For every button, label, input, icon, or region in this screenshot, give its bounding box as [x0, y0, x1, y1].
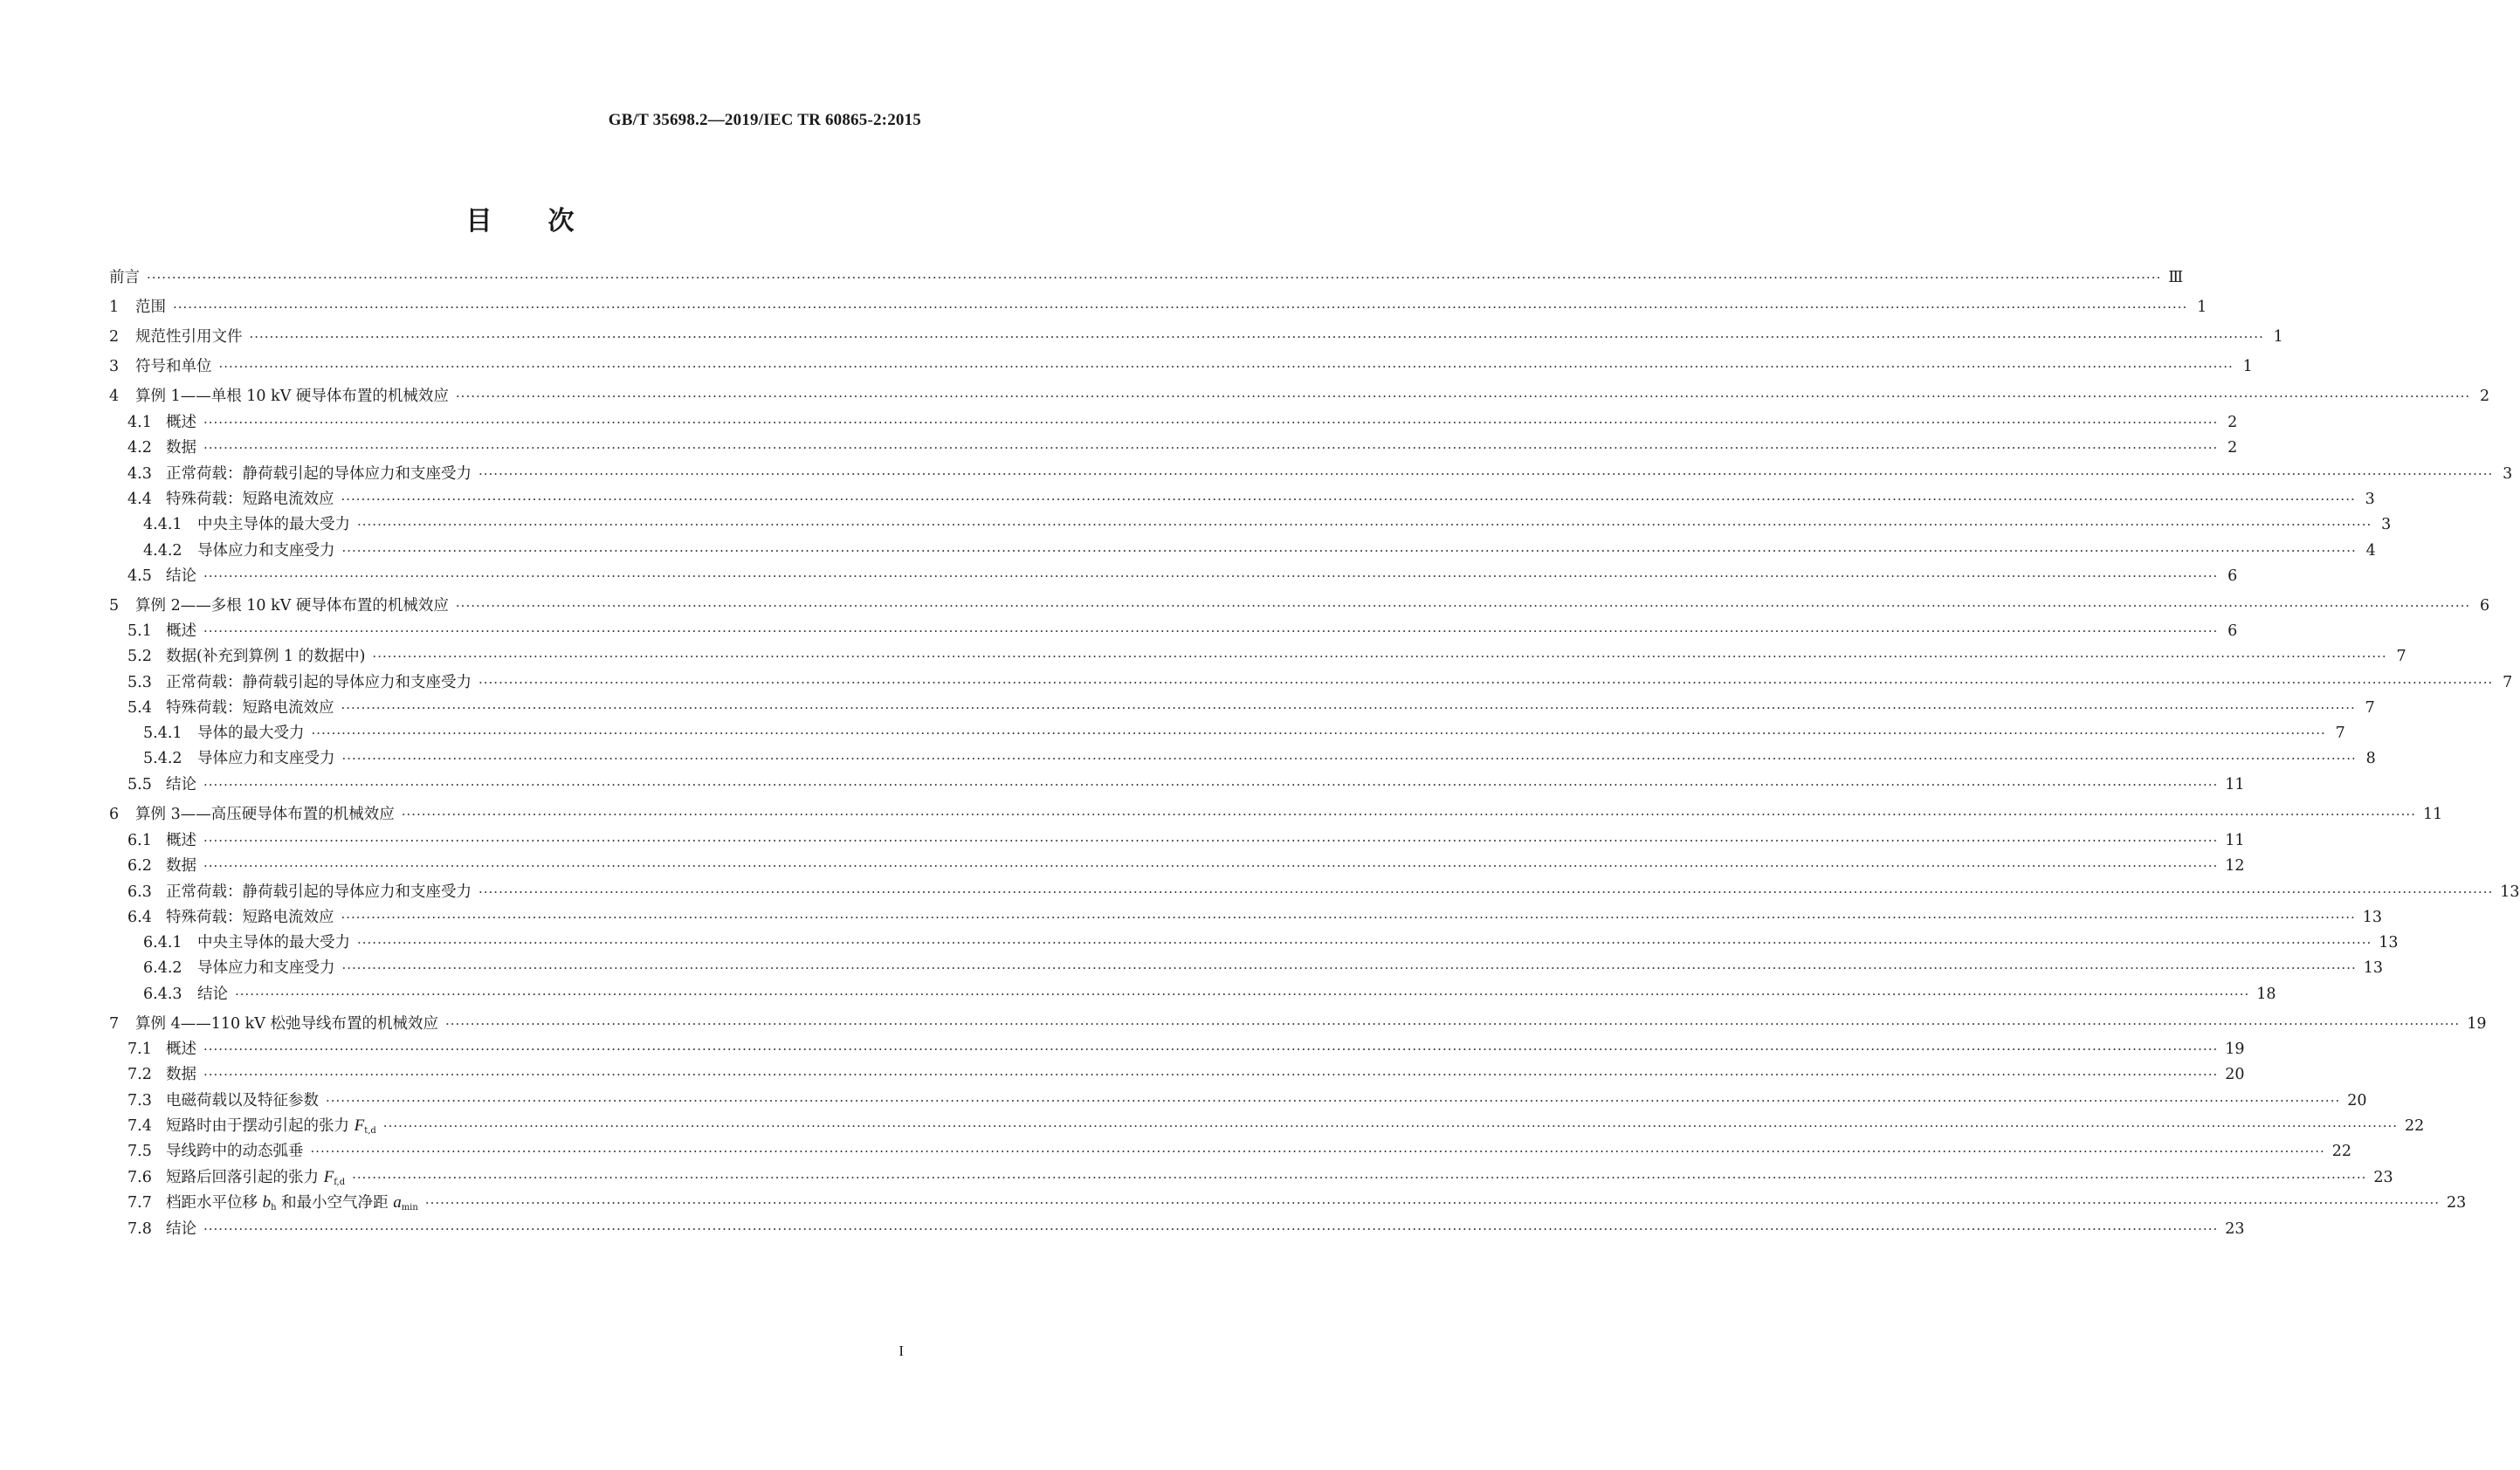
toc-entry[interactable] [0, 295, 2207, 319]
toc-entry-number: 7.3 [127, 1092, 152, 1109]
toc-entry[interactable] [0, 1139, 2352, 1164]
toc-entry-page: Ⅲ [2168, 269, 2184, 286]
dot-leader: ················································································································································································································································································································································································································ [203, 623, 2219, 639]
dot-leader: ················································································································································································································································································································································································································ [479, 675, 2494, 690]
math-subscript: h [271, 1203, 277, 1212]
toc-entry-page: 7 [2365, 699, 2375, 717]
toc-entry-number: 6.4.2 [143, 959, 182, 977]
toc-entry-title: 算例 1——单根 10 kV 硬导体布置的机械效应 [135, 388, 449, 405]
toc-entry[interactable] [0, 982, 2276, 1006]
math-subscript: f,d [334, 1178, 346, 1187]
toc-entry[interactable] [0, 956, 2384, 980]
dot-leader: ················································································································································································································································································································································································································ [341, 543, 2357, 559]
toc-entry-page: 4 [2365, 542, 2376, 560]
toc-entry-page: 20 [2347, 1092, 2367, 1109]
toc-entry-number: 4.4.2 [143, 542, 182, 560]
dot-leader: ················································································································································································································································································································································································································ [341, 960, 2357, 976]
toc-entry[interactable] [0, 721, 2345, 745]
toc-entry-page: 6 [2480, 597, 2490, 615]
dot-leader: ················································································································································································································································································································································································································ [479, 884, 2494, 900]
toc-entry[interactable] [0, 539, 2376, 563]
dot-leader: ················································································································································································································································································································································································································ [372, 649, 2387, 664]
toc-entry-number: 4.2 [127, 439, 152, 457]
dot-leader: ················································································································································································································································································································································································································ [203, 415, 2219, 430]
dot-leader: ················································································································································································································································································································································································································ [311, 725, 2326, 741]
toc-entry-page: 3 [2503, 465, 2513, 483]
toc-entry-number: 6.3 [127, 883, 152, 901]
toc-entry-title: 结论 [166, 567, 196, 585]
dot-leader: ················································································································································································································································································································································································································ [341, 751, 2357, 766]
toc-entry-title: 导体应力和支座受力 [197, 542, 335, 560]
toc-entry-number: 7.2 [127, 1066, 152, 1083]
toc-entry-number: 5.2 [127, 648, 152, 665]
toc-entry-page: 7 [2396, 648, 2406, 665]
toc-entry-title: 数据 [166, 857, 196, 875]
toc-entry-page: 3 [2365, 491, 2375, 508]
toc-entry-title: 导线跨中的动态弧垂 [166, 1143, 304, 1160]
dot-leader: ················································································································································································································································································································································································································ [203, 833, 2219, 848]
toc-entry-title: 算例 2——多根 10 kV 硬导体布置的机械效应 [135, 597, 449, 615]
toc-entry-number: 4.4 [127, 491, 152, 508]
toc-entry-number: 7 [109, 1015, 120, 1033]
toc-entry-title: 算例 4——110 kV 松弛导线布置的机械效应 [135, 1015, 438, 1033]
toc-entry-page: 1 [2242, 358, 2253, 375]
toc-entry[interactable] [0, 594, 2490, 618]
toc-entry-title: 中央主导体的最大受力 [197, 516, 350, 533]
toc-entry[interactable] [0, 670, 2513, 695]
dot-leader: ················································································································································································································································································································································································································ [357, 935, 2372, 951]
toc-entry-number: 7.7 [127, 1194, 152, 1212]
toc-entry-page: 13 [2379, 934, 2399, 951]
toc-entry-number: 2 [109, 328, 120, 346]
dot-leader: ················································································································································································································································································································································································································ [401, 807, 2416, 822]
toc-entry-number: 6.4 [127, 909, 152, 926]
toc-entry-number: 6.4.3 [143, 986, 182, 1003]
toc-entry-page: 11 [2225, 832, 2245, 849]
toc-entry-number: 4.3 [127, 465, 152, 483]
toc-entry[interactable] [0, 1114, 2425, 1138]
toc-entry-page: 22 [2331, 1143, 2352, 1160]
dot-leader: ················································································································································································································································································································································································································ [218, 359, 2234, 374]
toc-entry-page: 11 [2225, 776, 2245, 793]
toc-entry[interactable] [0, 880, 2520, 904]
toc-entry-page: 13 [2363, 959, 2384, 977]
toc-entry[interactable] [0, 384, 2490, 409]
toc-entry-number: 1 [109, 299, 120, 316]
toc-entry[interactable] [0, 644, 2406, 669]
toc-entry-title: 电磁荷载以及特征参数 [166, 1092, 319, 1109]
toc-entry[interactable] [0, 802, 2443, 827]
toc-entry-title: 正常荷载：静荷载引起的导体应力和支座受力 [166, 674, 472, 691]
toc-entry-page: 1 [2197, 299, 2207, 316]
toc-entry[interactable] [0, 436, 2238, 460]
toc-entry-title: 结论 [166, 776, 196, 793]
dot-leader: ················································································································································································································································································································································································································ [352, 1170, 2367, 1185]
toc-entry-number: 5 [109, 597, 120, 615]
math-variable: a [393, 1193, 402, 1212]
math-variable: b [262, 1193, 272, 1212]
toc-entry[interactable] [0, 265, 2184, 290]
dot-leader: ················································································································································································································································································································································································································ [479, 466, 2494, 482]
dot-leader: ················································································································································································································································································································································································································ [203, 1041, 2219, 1057]
toc-entry-number: 5.5 [127, 776, 152, 793]
toc-entry-page: 23 [2225, 1220, 2245, 1238]
toc-entry-number: 4 [109, 388, 120, 405]
toc-entry-number: 5.3 [127, 674, 152, 691]
toc-entry[interactable] [0, 1062, 2245, 1087]
dot-leader: ················································································································································································································································································································································································································ [249, 329, 2264, 345]
toc-entry-page: 8 [2365, 750, 2376, 767]
toc-entry[interactable] [0, 746, 2376, 771]
toc-entry-page: 7 [2503, 674, 2513, 691]
toc-entry[interactable] [0, 354, 2253, 379]
toc-entry[interactable] [0, 854, 2245, 878]
dot-leader: ················································································································································································································································································································································································································ [147, 270, 2162, 285]
toc-entry[interactable] [0, 325, 2283, 349]
toc-entry-title: 前言 [109, 269, 140, 286]
standard-header: GB/T 35698.2—2019/IEC TR 60865-2:2015 [608, 111, 921, 129]
toc-entry[interactable] [0, 487, 2375, 512]
toc-entry-page: 3 [2381, 516, 2392, 533]
toc-entry-title: 数据 [166, 439, 196, 457]
dot-leader: ················································································································································································································································································································································································································ [203, 1067, 2219, 1082]
toc-entry[interactable] [0, 773, 2245, 797]
math-variable: F [354, 1116, 365, 1135]
toc-entry[interactable] [0, 410, 2238, 435]
toc-entry-title: 特殊荷载：短路电流效应 [166, 491, 334, 508]
toc-entry-number: 4.5 [127, 567, 152, 585]
dot-leader: ················································································································································································································································································································································································································ [203, 1221, 2219, 1237]
toc-entry[interactable] [0, 931, 2399, 955]
toc-entry-title: 概述 [166, 1041, 196, 1058]
page-number: I [899, 1343, 904, 1359]
dot-leader: ················································································································································································································································································································································································································ [424, 1195, 2441, 1211]
toc-entry-number: 7.1 [127, 1041, 152, 1058]
toc-entry[interactable] [0, 1012, 2487, 1036]
toc-entry-title: 导体应力和支座受力 [197, 959, 335, 977]
toc-entry-number: 6.2 [127, 857, 152, 875]
toc-entry-title: 范围 [135, 299, 166, 316]
toc-entry-page: 2 [2480, 388, 2490, 405]
toc-entry-page: 6 [2227, 622, 2238, 640]
toc-title-right: 次 [547, 206, 575, 237]
toc-title-left: 目 [465, 206, 492, 237]
dot-leader: ················································································································································································································································································································································································································ [203, 777, 2219, 793]
dot-leader: ················································································································································································································································································································································································································ [203, 568, 2219, 584]
toc-title [0, 199, 1040, 237]
toc-entry-title: 正常荷载：静荷载引起的导体应力和支座受力 [166, 883, 472, 901]
toc-entry[interactable] [0, 1037, 2245, 1061]
toc-entry-page: 6 [2227, 567, 2238, 585]
toc-entry-title: 导体的最大受力 [197, 725, 305, 742]
toc-entry-page: 20 [2225, 1066, 2245, 1083]
toc-entry[interactable] [0, 696, 2375, 720]
toc-entry-number: 7.5 [127, 1143, 152, 1160]
toc-entry-number: 5.4.2 [143, 750, 182, 767]
toc-entry[interactable] [0, 564, 2238, 588]
toc-entry[interactable] [0, 512, 2392, 537]
toc-entry-title: 结论 [197, 986, 228, 1003]
dot-leader: ················································································································································································································································································································································································································ [455, 388, 2471, 404]
toc-entry-title: 数据 [166, 1066, 196, 1083]
toc-entry[interactable] [0, 828, 2245, 853]
dot-leader: ················································································································································································································································································································································································································ [235, 986, 2250, 1002]
toc-entry-page: 23 [2447, 1194, 2467, 1212]
toc-entry-page: 2 [2227, 414, 2238, 431]
dot-leader: ················································································································································································································································································································································································································ [382, 1118, 2399, 1134]
toc-entry-title: 中央主导体的最大受力 [197, 934, 350, 951]
toc-entry-page: 7 [2335, 725, 2345, 742]
toc-entry-title: 算例 3——高压硬导体布置的机械效应 [135, 806, 395, 823]
math-subscript: min [401, 1203, 418, 1212]
toc-entry-title: 导体应力和支座受力 [197, 750, 335, 767]
toc-entry-title: 特殊荷载：短路电流效应 [166, 909, 334, 926]
dot-leader: ················································································································································································································································································································································································································ [203, 858, 2219, 874]
dot-leader: ················································································································································································································································································································································································································ [357, 517, 2372, 532]
toc-entry-number: 6.1 [127, 832, 152, 849]
toc-entry-page: 13 [2500, 883, 2520, 901]
dot-leader: ················································································································································································································································································································································································································ [341, 700, 2356, 716]
toc-entry[interactable] [0, 1165, 2393, 1190]
toc-entry-title: 概述 [166, 832, 196, 849]
dot-leader: ················································································································································································································································································································································································································ [203, 440, 2219, 456]
toc-entry-number: 3 [109, 358, 120, 375]
math-subscript: t,d [364, 1126, 376, 1136]
toc-entry-title: 符号和单位 [135, 358, 212, 375]
toc-entry-title: 正常荷载：静荷载引起的导体应力和支座受力 [166, 465, 472, 483]
toc-entry-title: 结论 [166, 1220, 196, 1238]
toc-entry[interactable] [0, 462, 2513, 486]
toc-entry-page: 11 [2422, 806, 2443, 823]
toc-entry-number: 7.8 [127, 1220, 152, 1238]
toc-entry-title: 概述 [166, 414, 196, 431]
dot-leader: ················································································································································································································································································································································································································ [444, 1016, 2461, 1032]
toc-entry-number: 5.4.1 [143, 725, 182, 742]
toc-entry[interactable] [0, 1089, 2367, 1113]
toc-entry[interactable] [0, 619, 2238, 643]
toc-entry-number: 6.4.1 [143, 934, 182, 951]
toc-entry-page: 19 [2225, 1041, 2245, 1058]
dot-leader: ················································································································································································································································································································································································································ [173, 299, 2188, 315]
toc-entry-page: 12 [2225, 857, 2245, 875]
toc-entry-number: 6 [109, 806, 120, 823]
toc-entry-number: 4.1 [127, 414, 152, 431]
toc-entry-page: 23 [2373, 1169, 2393, 1186]
dot-leader: ················································································································································································································································································································································································································ [310, 1144, 2325, 1159]
toc-entry-page: 19 [2467, 1015, 2487, 1033]
toc-entry[interactable] [0, 905, 2383, 930]
toc-entry-number: 5.1 [127, 622, 152, 640]
toc-entry-title: 数据(补充到算例 1 的数据中) [166, 648, 366, 665]
toc-entry[interactable] [0, 1217, 2245, 1241]
toc-entry[interactable] [0, 1191, 2467, 1215]
toc-entry-page: 1 [2273, 328, 2283, 346]
toc-entry-page: 18 [2256, 986, 2276, 1003]
toc-entry-title: 档距水平位移 $b_h$ 和最小空气净距 $a_{min}$ [166, 1193, 418, 1212]
toc-entry-number: 7.4 [127, 1117, 152, 1135]
toc-entry-title: 规范性引用文件 [135, 328, 243, 346]
toc-entry-number: 7.6 [127, 1169, 152, 1186]
toc-entry-number: 4.4.1 [143, 516, 182, 533]
toc-entry-page: 22 [2405, 1117, 2425, 1135]
toc-entry-number: 5.4 [127, 699, 152, 717]
toc-entry-title: 特殊荷载：短路电流效应 [166, 699, 334, 717]
toc-entry-title: 短路时由于摆动引起的张力 $F_{t,d}$ [166, 1116, 376, 1136]
toc-entry-page: 13 [2362, 909, 2383, 926]
math-variable: F [323, 1168, 334, 1186]
dot-leader: ················································································································································································································································································································································································································ [341, 491, 2356, 507]
dot-leader: ················································································································································································································································································································································································································ [455, 598, 2471, 614]
toc-entry-title: 短路后回落引起的张力 $F_{f,d}$ [166, 1168, 346, 1187]
toc-entry-title: 概述 [166, 622, 196, 640]
dot-leader: ················································································································································································································································································································································································································ [326, 1093, 2341, 1109]
toc-entry-page: 2 [2227, 439, 2238, 457]
dot-leader: ················································································································································································································································································································································································································ [341, 910, 2356, 925]
